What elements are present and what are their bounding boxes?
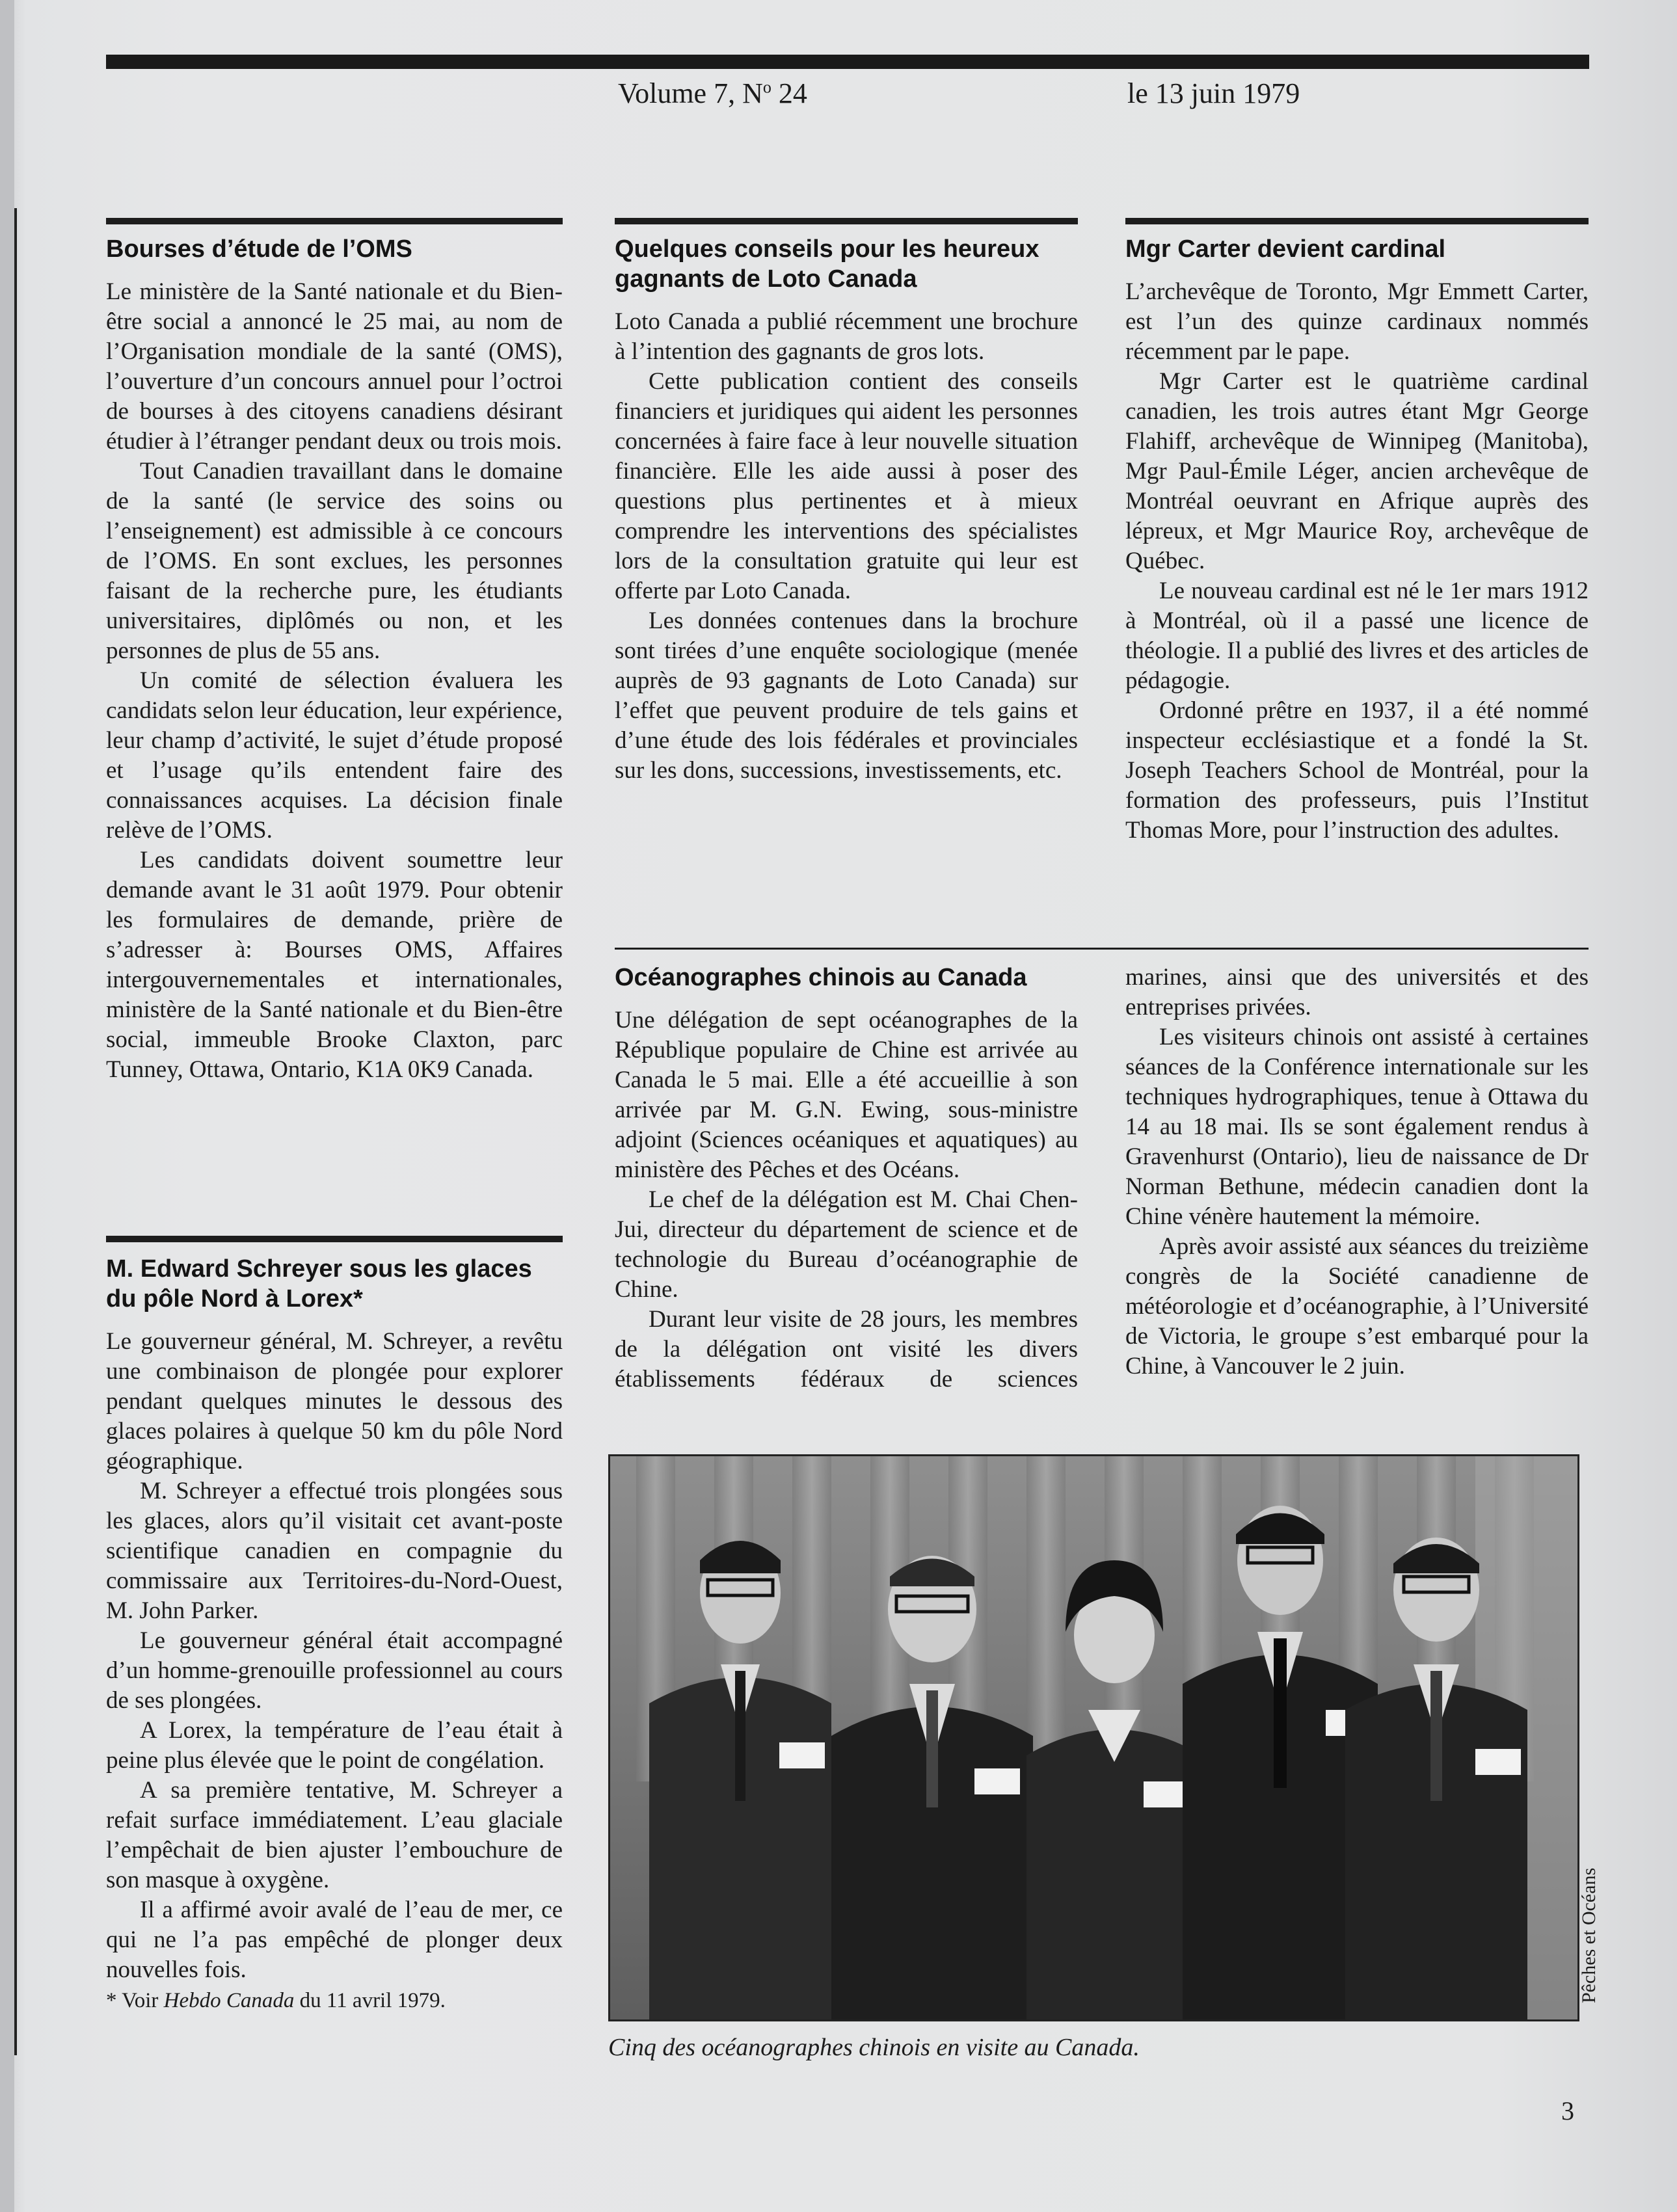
group-photo xyxy=(608,1454,1579,2021)
article-schreyer xyxy=(106,1254,563,2014)
paragraph: L’archevêque de Toronto, Mgr Emmett Carter, est l’un des quinze cardinaux nommés récemment par le pape. xyxy=(1125,278,1589,365)
article-title: Océanographes chinois au Canada xyxy=(615,964,1027,991)
photo-credit: Pêches et Océans xyxy=(1578,1867,1600,2003)
paragraph: Cette publication contient des conseils financiers et juridiques qui aident les personnes concernées à faire face à leur nouvelle situation financière. Elle les aide aussi à poser des questions plus pertinentes et à mieux comprendre les interventions des spécialistes lors de la consultation gratuite qui leur est offerte par Loto Canada. xyxy=(615,368,1078,604)
paragraph: Les données contenues dans la brochure sont tirées d’une enquête sociologique (menée auprès de 93 gagnants de Loto Canada) sur l’effet que peuvent produire de tels gains et d’une étude des lois fédérales et provinciales sur les dons, successions, investissements, etc. xyxy=(615,607,1078,784)
paragraph: Une délégation de sept océanographes de la République populaire de Chine est arrivée au Canada le 5 mai. Elle a été accueillie à son arrivée par M. G.N. Ewing, sous-ministre adjoint (Sciences océaniques et aquatiques) au ministère des Pêches et des Océans. xyxy=(615,1007,1078,1183)
paragraph: Le ministère de la Santé nationale et du Bien-être social a annoncé le 25 mai, au nom de l’Organisation mondiale de la santé (OMS), l’ouverture d’un concours annuel pour l’octroi de bourses à des citoyens canadiens désirant étudier à l’étranger pendant deux ou trois mois. xyxy=(106,278,563,455)
paragraph: Le gouverneur général était accompagné d’un homme-grenouille professionnel au cours de ses plongées. xyxy=(106,1627,563,1714)
paragraph: Le chef de la délégation est M. Chai Chen-Jui, directeur du département de science et de technologie du Bureau d’océanographie de Chine. xyxy=(615,1186,1078,1303)
section-rule xyxy=(106,218,563,224)
paragraph: marines, ainsi que des universités et des entreprises privées. xyxy=(1125,964,1589,1020)
photo-caption: Cinq des océanographes chinois en visite au Canada. xyxy=(608,2034,1140,2061)
paragraph: Ordonné prêtre en 1937, il a été nommé inspecteur ecclésiastique et a fondé la St. Joseph Teachers School de Montréal, pour la formation des professeurs, puis l’Institut Thomas More, pour l’instruction des adultes. xyxy=(1125,697,1589,844)
article-loto xyxy=(615,234,1078,786)
paragraph: Un comité de sélection évaluera les candidats selon leur éducation, leur expérience, leur champ d’activité, le sujet d’étude proposé et l’usage qu’ils entendent faire des connaissances acquises. La décision finale relève de l’OMS. xyxy=(106,667,563,844)
section-rule xyxy=(1125,218,1589,224)
paragraph: Le gouverneur général, M. Schreyer, a revêtu une combinaison de plongée pour explorer pendant quelques minutes le dessous des glaces polaires à quelque 50 km du pôle Nord géographique. xyxy=(106,1328,563,1474)
paragraph: A sa première tentative, M. Schreyer a refait surface immédiatement. L’eau glaciale l’empêchait de bien ajuster l’embouchure de son masque à oxygène. xyxy=(106,1777,563,1893)
photo-image xyxy=(610,1456,1577,2019)
paragraph: Il a affirmé avoir avalé de l’eau de mer, ce qui ne l’a pas empêché de plonger deux nouvelles fois. xyxy=(106,1897,563,1983)
section-rule xyxy=(615,948,1589,950)
paragraph: Les visiteurs chinois ont assisté à certaines séances de la Conférence internationale sur les techniques hydrographiques, tenue à Ottawa du 14 au 18 mai. Ils se sont également rendus à Gravenhurst (Ontario), lieu de naissance de Dr Norman Bethune, médecin canadien dont la Chine vénère hautement la mémoire. xyxy=(1125,1024,1589,1230)
issue-volume: Volume 7, $N^o$ 24 xyxy=(618,77,807,109)
paragraph: A Lorex, la température de l’eau était à peine plus élevée que le point de congélation. xyxy=(106,1717,563,1774)
paragraph: Le nouveau cardinal est né le 1er mars 1912 à Montréal, où il a passé une licence de théologie. Il a publié des livres et des articles de pédagogie. xyxy=(1125,578,1589,694)
paragraph: Durant leur visite de 28 jours, les membres de la délégation ont visité les divers établissements fédéraux de sciences xyxy=(615,1306,1078,1392)
paragraph: Tout Canadien travaillant dans le domaine de la santé (le service des soins ou l’enseignement) est admissible à ce concours de l’OMS. En sont exclues, les personnes faisant de la recherche pure, les étudiants universitaires, diplômés ou non, et les personnes de plus de 55 ans. xyxy=(106,458,563,664)
page-number: 3 xyxy=(1561,2096,1574,2125)
article-oceano-left xyxy=(615,963,1078,1394)
article-oms xyxy=(106,234,563,1085)
article-oceano-right xyxy=(1125,963,1589,1381)
paragraph: Mgr Carter est le quatrième cardinal canadien, les trois autres étant Mgr George Flahiff, archevêque de Winnipeg (Manitoba), Mgr Paul-Émile Léger, ancien archevêque de Montréal oeuvrant en Afrique auprès des lépreux, et Mgr Maurice Roy, archevêque de Québec. xyxy=(1125,368,1589,574)
masthead-rule xyxy=(106,55,1589,69)
section-rule xyxy=(106,1236,563,1242)
previous-page-rule xyxy=(0,208,17,2055)
section-rule xyxy=(615,218,1078,224)
article-title: M. Edward Schreyer sous les glaces du pôle Nord à Lorex* xyxy=(106,1255,532,1313)
article-title: Bourses d’étude de l’OMS xyxy=(106,235,412,263)
paragraph: Loto Canada a publié récemment une brochure à l’intention des gagnants de gros lots. xyxy=(615,308,1078,365)
paragraph: M. Schreyer a effectué trois plongées sous les glaces, alors qu’il visitait cet avant-poste scientifique canadien en compagnie du commissaire aux Territoires-du-Nord-Ouest, M. John Parker. xyxy=(106,1478,563,1624)
article-title: Quelques conseils pour les heureux gagnants de Loto Canada xyxy=(615,235,1040,293)
article-carter xyxy=(1125,234,1589,846)
paragraph: Après avoir assisté aux séances du treizième congrès de la Société canadienne de météorologie et d’océanographie, à l’Université de Victoria, le groupe s’est embarqué pour la Chine, à Vancouver le 2 juin. xyxy=(1125,1233,1589,1379)
article-title: Mgr Carter devient cardinal xyxy=(1125,235,1446,263)
footnote: * Voir Hebdo Canada du 11 avril 1979. xyxy=(106,1989,446,2012)
paragraph: Les candidats doivent soumettre leur demande avant le 31 août 1979. Pour obtenir les formulaires de demande, prière de s’adresser à: Bourses OMS, Affaires intergouvernementales et internationales, ministère de la Santé nationale et du Bien-être social, immeuble Brooke Claxton, parc Tunney, Ottawa, Ontario, K1A 0K9 Canada. xyxy=(106,847,563,1083)
issue-date: le 13 juin 1979 xyxy=(1127,77,1300,109)
